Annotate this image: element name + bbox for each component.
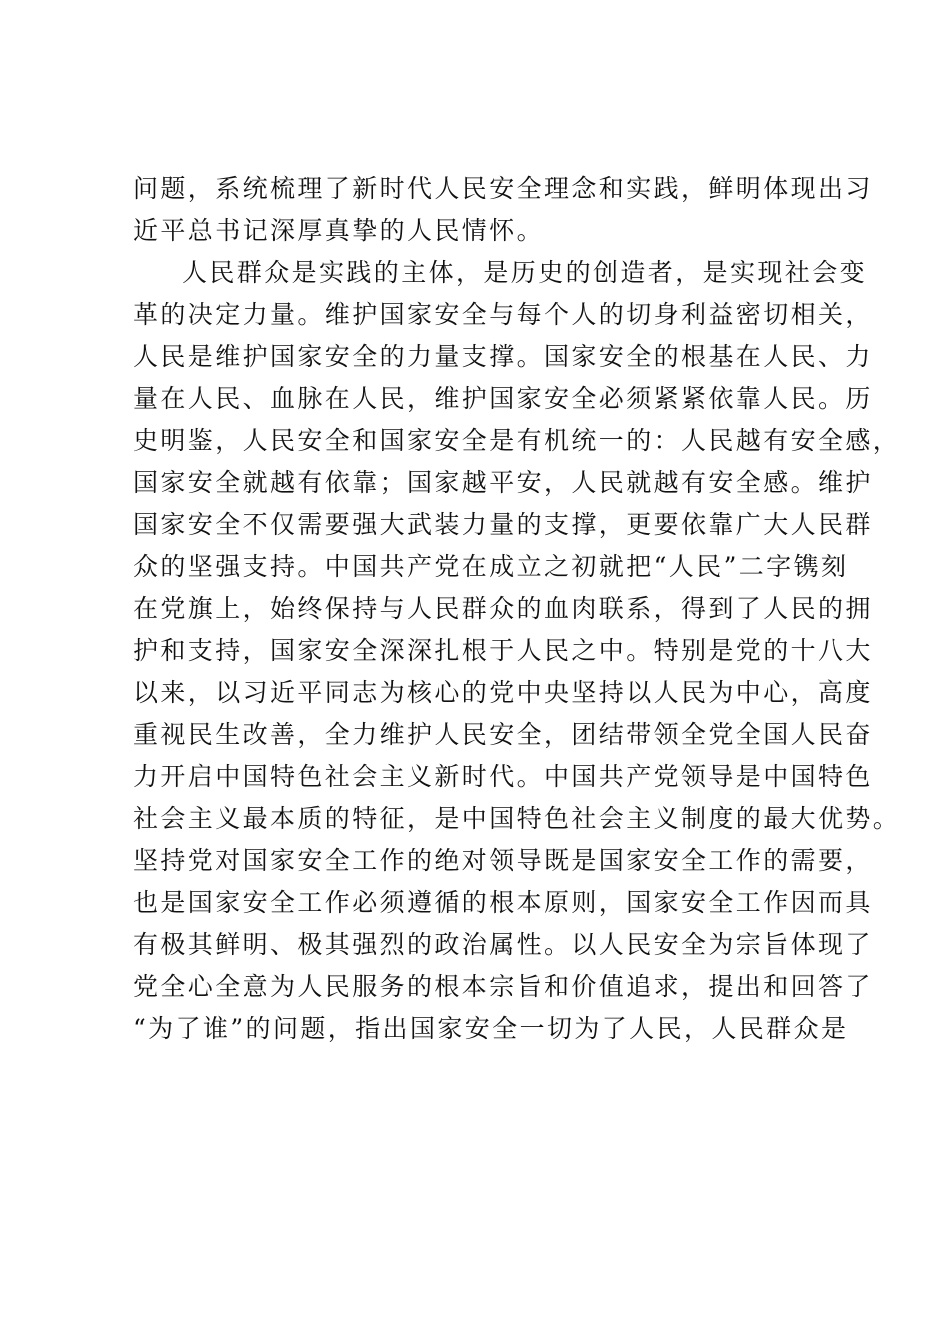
text-line: 护和支持，国家安全深深扎根于人民之中。特别是党的十八大 [133, 636, 873, 665]
text-line: 众的坚强支持。中国共产党在成立之初就把“人民”二字镌刻 [133, 552, 849, 581]
text-line: 重视民生改善，全力维护人民安全，团结带领全党全国人民奋 [133, 720, 873, 749]
text-line: 问题，系统梳理了新时代人民安全理念和实践，鲜明体现出习 [133, 174, 873, 203]
text-line: 近平总书记深厚真挚的人民情怀。 [133, 216, 545, 245]
text-line: 量在人民、血脉在人民，维护国家安全必须紧紧依靠人民。历 [133, 384, 873, 413]
text-line: 有极其鲜明、极其强烈的政治属性。以人民安全为宗旨体现了 [133, 930, 873, 959]
text-line: 力开启中国特色社会主义新时代。中国共产党领导是中国特色 [133, 762, 873, 791]
text-line: 以来，以习近平同志为核心的党中央坚持以人民为中心，高度 [133, 678, 873, 707]
body-text [133, 168, 901, 1050]
text-line: 人民是维护国家安全的力量支撑。国家安全的根基在人民、力 [133, 342, 873, 371]
paragraph-first-line: 人民群众是实践的主体，是历史的创造者，是实现社会变 [182, 258, 868, 287]
text-line: “为了谁”的问题，指出国家安全一切为了人民，人民群众是 [133, 1014, 849, 1043]
text-line: 坚持党对国家安全工作的绝对领导既是国家安全工作的需要， [133, 846, 873, 875]
text-line: 社会主义最本质的特征，是中国特色社会主义制度的最大优势。 [133, 804, 901, 833]
text-line: 国家安全不仅需要强大武装力量的支撑，更要依靠广大人民群 [133, 510, 873, 539]
text-line: 也是国家安全工作必须遵循的根本原则，国家安全工作因而具 [133, 888, 873, 917]
text-line: 党全心全意为人民服务的根本宗旨和价值追求，提出和回答了 [133, 972, 873, 1001]
text-line: 革的决定力量。维护国家安全与每个人的切身利益密切相关， [133, 300, 873, 329]
text-line: 史明鉴，人民安全和国家安全是有机统一的：人民越有安全感， [133, 426, 901, 455]
text-line: 在党旗上，始终保持与人民群众的血肉联系，得到了人民的拥 [133, 594, 873, 623]
text-line: 国家安全就越有依靠；国家越平安，人民就越有安全感。维护 [133, 468, 873, 497]
